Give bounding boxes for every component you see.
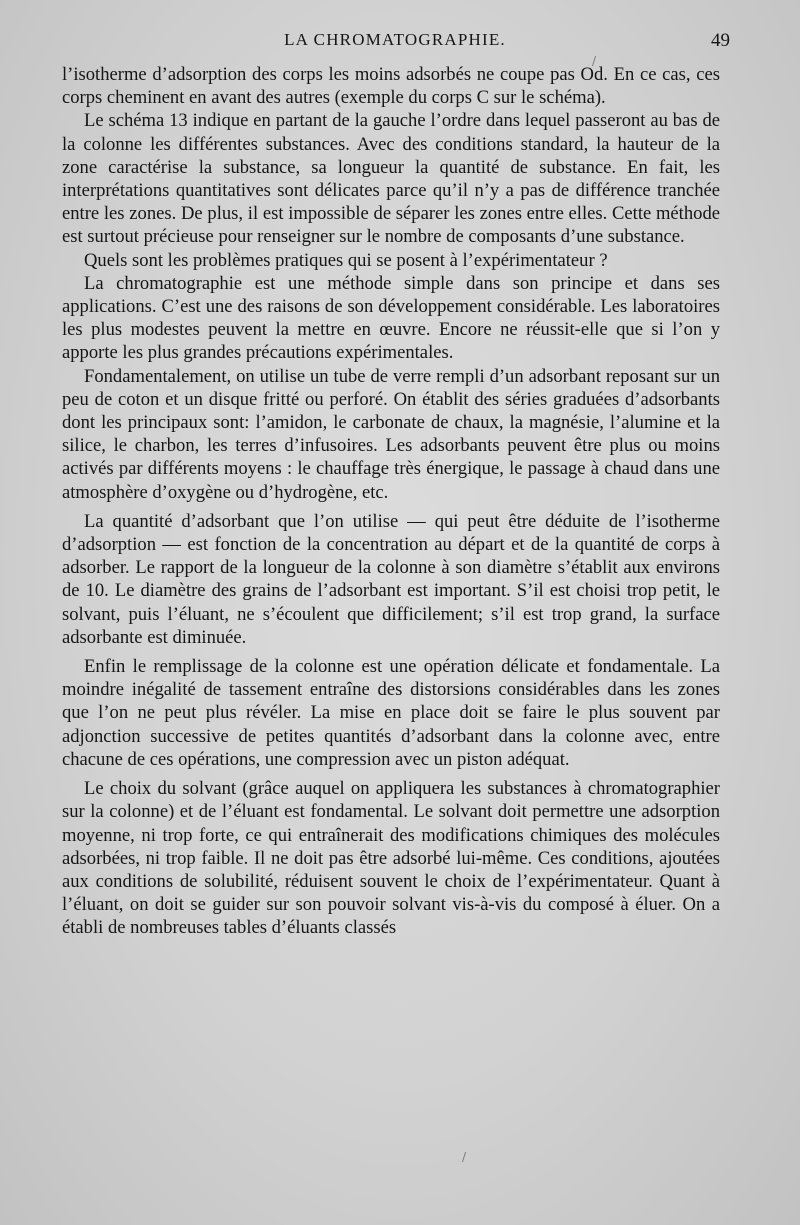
paragraph-8: Le choix du solvant (grâce auquel on appliquera les substances à chromatographier sur la colonne) et de l’éluant est fondamental. Le solvant doit permettre une adsorption moyenne, ni trop forte, ce qui entraînerait des modifications chimiques des molécules adsorbées, ni trop faible. Il ne doit pas être adsorbé lui-même. Ces conditions, ajoutées aux conditions de solubilité, réduisent souvent le choix de l’expérimentateur. Quant à l’éluant, on doit se guider sur son pouvoir solvant vis-à-vis du composé à éluer. On a établi de nombreuses tables d’éluants classés bbox=[62, 778, 720, 939]
print-speck-mark: / bbox=[592, 54, 597, 68]
running-header bbox=[60, 30, 730, 54]
paragraph-2: Le schéma 13 indique en partant de la gauche l’ordre dans lequel passeront au bas de la colonne les différentes substances. Avec des conditions standard, la hauteur de la zone caractérise la substance, sa longueur la quantité de substance. En fait, les interprétations quantitatives sont délicates parce qu’il n’y a pas de différence tranchée entre les zones. De plus, il est impossible de séparer les zones entre elles. Cette méthode est surtout précieuse pour renseigner sur le nombre de composants d’une substance. bbox=[62, 110, 720, 248]
body-text bbox=[62, 63, 720, 940]
paragraph-5: Fondamentalement, on utilise un tube de verre rempli d’un adsorbant reposant sur un peu de coton et un disque fritté ou perforé. On établit des séries graduées d’adsorbants dont les principaux sont: l’amidon, le carbonate de chaux, la magnésie, l’alumine et la silice, le charbon, les terres d’infusoires. Les adsorbants peuvent être plus ou moins activés par différents moyens : le chauffage très énergique, le passage à chaud dans une atmosphère d’oxygène ou d’hydrogène, etc. bbox=[62, 365, 720, 503]
paragraph-4: La chromatographie est une méthode simple dans son principe et dans ses applications. C’est une des raisons de son développement considérable. Les laboratoires les plus modestes peuvent la mettre en œuvre. Encore ne réussit-elle que si l’on y apporte les plus grandes précautions expérimentales. bbox=[62, 272, 720, 364]
paragraph-3: Quels sont les problèmes pratiques qui se posent à l’expérimentateur ? bbox=[84, 249, 608, 271]
paragraph-6: La quantité d’adsorbant que l’on utilise — qui peut être déduite de l’isotherme d’adsorption — est fonction de la concentration au départ et de la quantité de corps à adsorber. Le rapport de la longueur de la colonne à son diamètre s’établit aux environs de 10. Le diamètre des grains de l’adsorbant est important. S’il est choisi trop petit, le solvant, puis l’éluant, ne s’écoulent que difficilement; s’il est trop grand, la surface adsorbante est diminuée. bbox=[62, 510, 720, 648]
pencil-mark: / bbox=[462, 1150, 467, 1164]
running-title: LA CHROMATOGRAPHIE. bbox=[284, 30, 506, 49]
paragraph-1: l’isotherme d’adsorption des corps les moins adsorbés ne coupe pas Od. En ce cas, ces corps cheminent en avant des autres (exemple du corps C sur le schéma). bbox=[62, 64, 720, 109]
page-number: 49 bbox=[711, 30, 730, 51]
paragraph-7: Enfin le remplissage de la colonne est une opération délicate et fondamentale. La moindre inégalité de tassement entraîne des distorsions considérables dans les zones que l’on ne peut plus révéler. La mise en place doit se faire le plus souvent par adjonction successive de petites quantités d’adsorbant dans la colonne avec, entre chacune de ces opérations, une compression avec un piston adéquat. bbox=[62, 656, 720, 770]
